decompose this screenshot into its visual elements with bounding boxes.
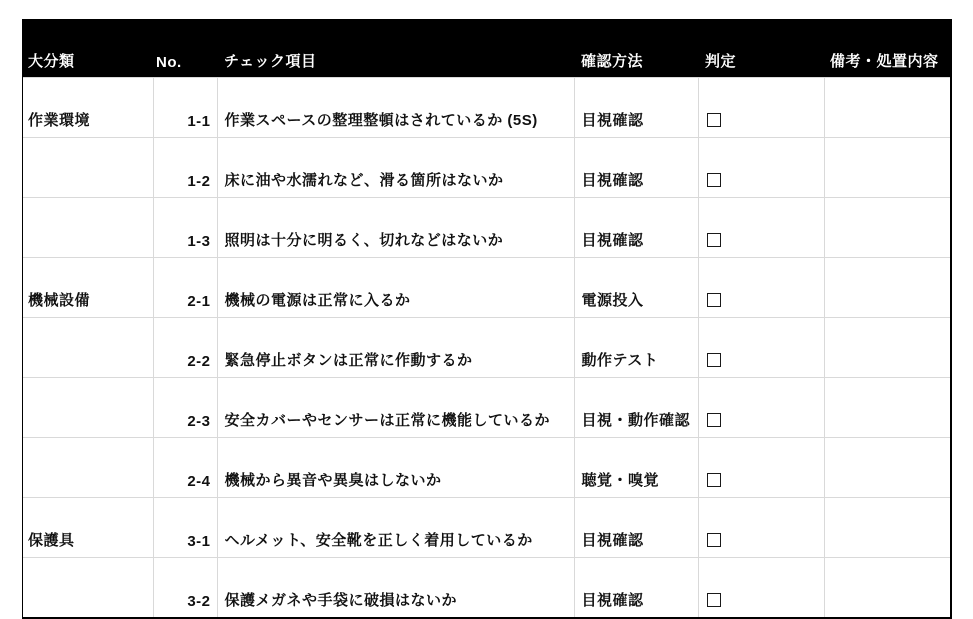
category-cell: 作業環境	[23, 78, 153, 138]
check-item-cell: 保護メガネや手袋に破損はないか	[217, 558, 574, 618]
table-row	[23, 318, 950, 378]
judgment-cell	[698, 498, 824, 558]
judgment-cell	[698, 258, 824, 318]
column-header-judgment: 判定	[698, 19, 824, 78]
remarks-cell[interactable]	[824, 318, 950, 378]
category-cell	[23, 318, 153, 378]
check-item-cell: 作業スペースの整理整頓はされているか (5S)	[217, 78, 574, 138]
table-row	[23, 138, 950, 198]
method-cell: 目視確認	[574, 198, 698, 258]
method-cell: 目視・動作確認	[574, 378, 698, 438]
check-item-cell: 機械から異音や異臭はしないか	[217, 438, 574, 498]
judgment-checkbox[interactable]	[707, 473, 721, 487]
category-cell: 機械設備	[23, 258, 153, 318]
method-cell: 目視確認	[574, 558, 698, 618]
method-cell: 目視確認	[574, 78, 698, 138]
check-item-cell: 床に油や水濡れなど、滑る箇所はないか	[217, 138, 574, 198]
judgment-cell	[698, 318, 824, 378]
method-cell: 電源投入	[574, 258, 698, 318]
row-number-cell: 2-3	[153, 378, 217, 438]
check-item-cell: 照明は十分に明るく、切れなどはないか	[217, 198, 574, 258]
row-number-cell: 2-2	[153, 318, 217, 378]
remarks-cell[interactable]	[824, 258, 950, 318]
judgment-cell	[698, 138, 824, 198]
category-cell	[23, 198, 153, 258]
check-item-cell: 安全カバーやセンサーは正常に機能しているか	[217, 378, 574, 438]
category-cell	[23, 378, 153, 438]
column-header-method: 確認方法	[574, 19, 698, 78]
category-cell: 保護具	[23, 498, 153, 558]
category-cell	[23, 438, 153, 498]
category-cell	[23, 558, 153, 618]
judgment-checkbox[interactable]	[707, 113, 721, 127]
judgment-cell	[698, 558, 824, 618]
column-header-no: No.	[153, 19, 217, 78]
table-row	[23, 438, 950, 498]
remarks-cell[interactable]	[824, 378, 950, 438]
judgment-checkbox[interactable]	[707, 533, 721, 547]
column-header-category: 大分類	[23, 19, 153, 78]
method-cell: 聴覚・嗅覚	[574, 438, 698, 498]
table-row	[23, 258, 950, 318]
judgment-cell	[698, 378, 824, 438]
remarks-cell[interactable]	[824, 138, 950, 198]
row-number-cell: 3-2	[153, 558, 217, 618]
judgment-checkbox[interactable]	[707, 293, 721, 307]
row-number-cell: 2-1	[153, 258, 217, 318]
judgment-cell	[698, 198, 824, 258]
method-cell: 目視確認	[574, 138, 698, 198]
table-row	[23, 378, 950, 438]
safety-checklist-table	[22, 19, 952, 619]
judgment-cell	[698, 438, 824, 498]
judgment-checkbox[interactable]	[707, 173, 721, 187]
table-row	[23, 558, 950, 618]
row-number-cell: 3-1	[153, 498, 217, 558]
judgment-cell	[698, 78, 824, 138]
column-header-item: チェック項目	[217, 19, 574, 78]
check-item-cell: ヘルメット、安全靴を正しく着用しているか	[217, 498, 574, 558]
remarks-cell[interactable]	[824, 438, 950, 498]
check-item-cell: 機械の電源は正常に入るか	[217, 258, 574, 318]
column-header-remarks: 備考・処置内容	[824, 19, 950, 78]
judgment-checkbox[interactable]	[707, 593, 721, 607]
judgment-checkbox[interactable]	[707, 413, 721, 427]
method-cell: 目視確認	[574, 498, 698, 558]
check-item-cell: 緊急停止ボタンは正常に作動するか	[217, 318, 574, 378]
row-number-cell: 2-4	[153, 438, 217, 498]
remarks-cell[interactable]	[824, 78, 950, 138]
row-number-cell: 1-3	[153, 198, 217, 258]
remarks-cell[interactable]	[824, 498, 950, 558]
remarks-cell[interactable]	[824, 198, 950, 258]
row-number-cell: 1-1	[153, 78, 217, 138]
table-row	[23, 198, 950, 258]
row-number-cell: 1-2	[153, 138, 217, 198]
category-cell	[23, 138, 153, 198]
table-row	[23, 78, 950, 138]
table-row	[23, 498, 950, 558]
method-cell: 動作テスト	[574, 318, 698, 378]
judgment-checkbox[interactable]	[707, 233, 721, 247]
header-row	[23, 19, 950, 78]
judgment-checkbox[interactable]	[707, 353, 721, 367]
remarks-cell[interactable]	[824, 558, 950, 618]
